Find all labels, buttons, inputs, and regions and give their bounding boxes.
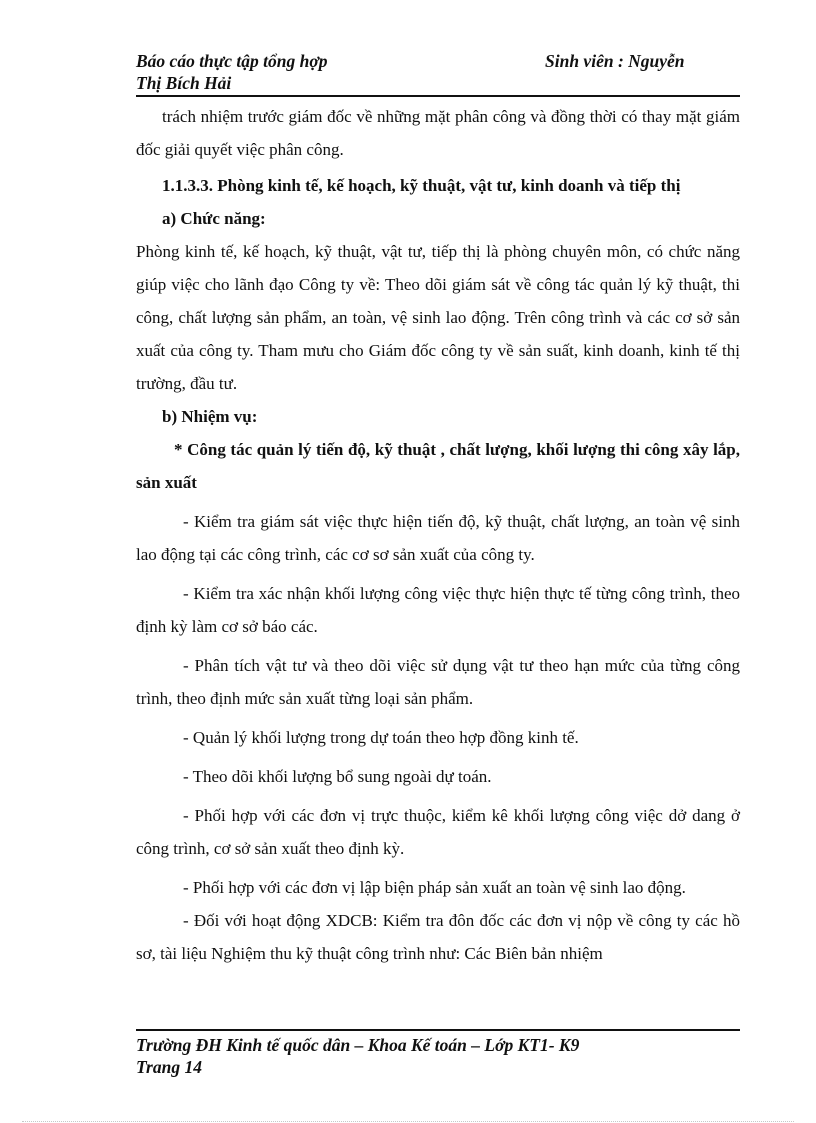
duty-item: - Phối hợp với các đơn vị trực thuộc, kiểm kê khối lượng công việc dở dang ở công trình, cơ sở sản xuất theo định kỳ. xyxy=(136,806,740,858)
footer-rule xyxy=(136,1029,740,1031)
star-heading: * Công tác quản lý tiến độ, kỹ thuật , chất lượng, khối lượng thi công xây lắp, sản xuất xyxy=(136,440,740,492)
header-right: Sinh viên : Nguyễn xyxy=(545,51,685,71)
footer-line1: Trường ĐH Kinh tế quốc dân – Khoa Kế toán – Lớp KT1- K9 xyxy=(136,1035,580,1055)
header-left: Báo cáo thực tập tổng hợp xyxy=(136,51,328,71)
document-body xyxy=(136,100,740,970)
header-rule xyxy=(136,95,740,97)
duty-item: - Đối với hoạt động XDCB: Kiểm tra đôn đốc các đơn vị nộp về công ty các hồ sơ, tài liệu Nghiệm thu kỹ thuật công trình như: Các Biên bản nhiệm xyxy=(136,911,740,963)
footer-page-number: Trang 14 xyxy=(136,1057,202,1077)
header-line2: Thị Bích Hải xyxy=(136,73,232,93)
page-bottom-border xyxy=(22,1121,794,1122)
paragraph-intro: trách nhiệm trước giám đốc về những mặt phân công và đồng thời có thay mặt giám đốc giải quyết việc phân công. xyxy=(136,107,740,159)
duty-item: - Theo dõi khối lượng bổ sung ngoài dự toán. xyxy=(183,767,492,786)
subheading-function: a) Chức năng: xyxy=(162,209,266,228)
duty-item: - Kiểm tra giám sát việc thực hiện tiến độ, kỹ thuật, chất lượng, an toàn vệ sinh lao động tại các công trình, các cơ sơ sản xuất của công ty. xyxy=(136,512,740,564)
subheading-duties: b) Nhiệm vụ: xyxy=(162,407,258,426)
duty-item: - Kiểm tra xác nhận khối lượng công việc thực hiện thực tế từng công trình, theo định kỳ làm cơ sở báo các. xyxy=(136,584,740,636)
duty-item: - Phân tích vật tư và theo dõi việc sử dụng vật tư theo hạn mức của từng công trình, theo định mức sản xuất từng loại sản phẩm. xyxy=(136,656,740,708)
paragraph-function: Phòng kinh tế, kế hoạch, kỹ thuật, vật tư, tiếp thị là phòng chuyên môn, có chức năng giúp việc cho lãnh đạo Công ty về: Theo dõi giám sát về công tác quản lý kỹ thuật, thi công, chất lượng sản phẩm, an toàn, vệ sinh lao động. Trên công trình và các cơ sở sản xuất của công ty. Tham mưu cho Giám đốc công ty về sản suất, kinh doanh, kinh tế thị trường, đầu tư. xyxy=(136,242,740,393)
duty-item: - Phối hợp với các đơn vị lập biện pháp sản xuất an toàn vệ sinh lao động. xyxy=(183,878,686,897)
duty-item: - Quản lý khối lượng trong dự toán theo hợp đồng kinh tế. xyxy=(183,728,579,747)
section-heading: 1.1.3.3. Phòng kinh tế, kế hoạch, kỹ thuật, vật tư, kinh doanh và tiếp thị xyxy=(162,176,681,195)
